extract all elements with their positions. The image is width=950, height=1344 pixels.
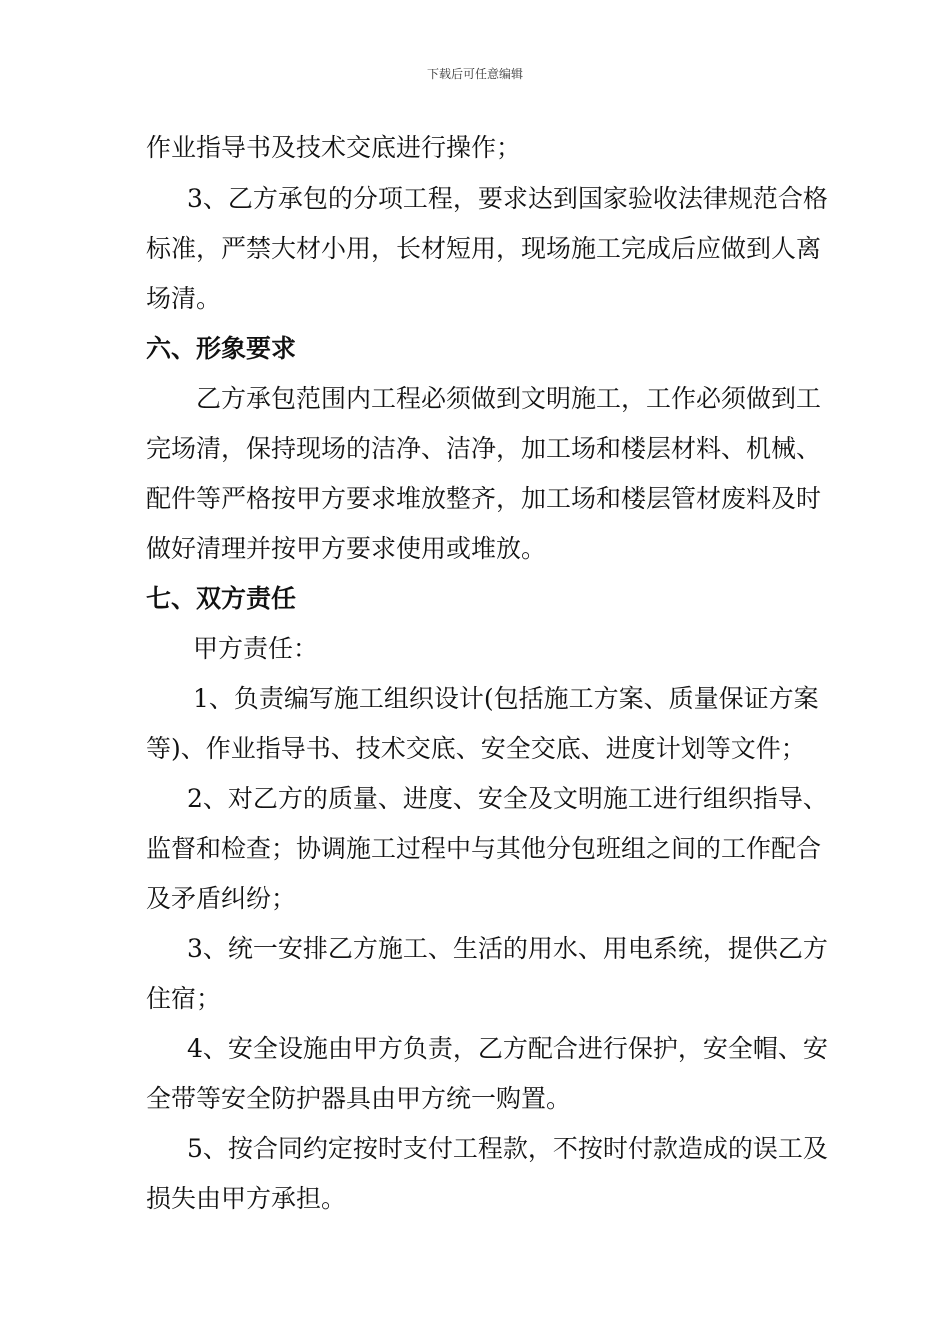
text-line: 3、统一安排乙方施工、生活的用水、用电系统，提供乙方 [187,934,828,963]
text-line: 5、按合同约定按时支付工程款，不按时付款造成的误工及 [187,1134,828,1163]
page-header: 下载后可任意编辑 [426,67,523,81]
text-line: 标准，严禁大材小用，长材短用，现场施工完成后应做到人离 [146,234,822,263]
section-heading: 七、双方责任 [146,584,297,613]
text-line: 2、对乙方的质量、进度、安全及文明施工进行组织指导、 [187,784,828,813]
text-line: 完场清，保持现场的洁净、洁净，加工场和楼层材料、机械、 [146,434,822,463]
text-line: 作业指导书及技术交底进行操作； [146,133,522,162]
text-line: 3、乙方承包的分项工程，要求达到国家验收法律规范合格 [187,184,828,213]
text-line: 全带等安全防护器具由甲方统一购置。 [146,1084,572,1113]
text-line: 1、负责编写施工组织设计(包括施工方案、质量保证方案 [193,684,819,713]
text-line: 甲方责任： [193,634,319,663]
text-line: 做好清理并按甲方要求使用或堆放。 [146,534,547,563]
section-heading: 六、形象要求 [146,334,297,363]
text-line: 配件等严格按甲方要求堆放整齐，加工场和楼层管材废料及时 [146,484,822,513]
text-line: 乙方承包范围内工程必须做到文明施工，工作必须做到工 [196,384,822,413]
text-line: 等)、作业指导书、技术交底、安全交底、进度计划等文件； [146,734,806,763]
text-line: 监督和检查；协调施工过程中与其他分包班组之间的工作配合 [146,834,822,863]
text-line: 4、安全设施由甲方负责，乙方配合进行保护，安全帽、安 [187,1034,828,1063]
text-line: 及矛盾纠纷； [146,884,297,913]
text-line: 场清。 [146,284,222,313]
text-line: 损失由甲方承担。 [146,1184,347,1213]
text-line: 住宿； [146,984,222,1013]
